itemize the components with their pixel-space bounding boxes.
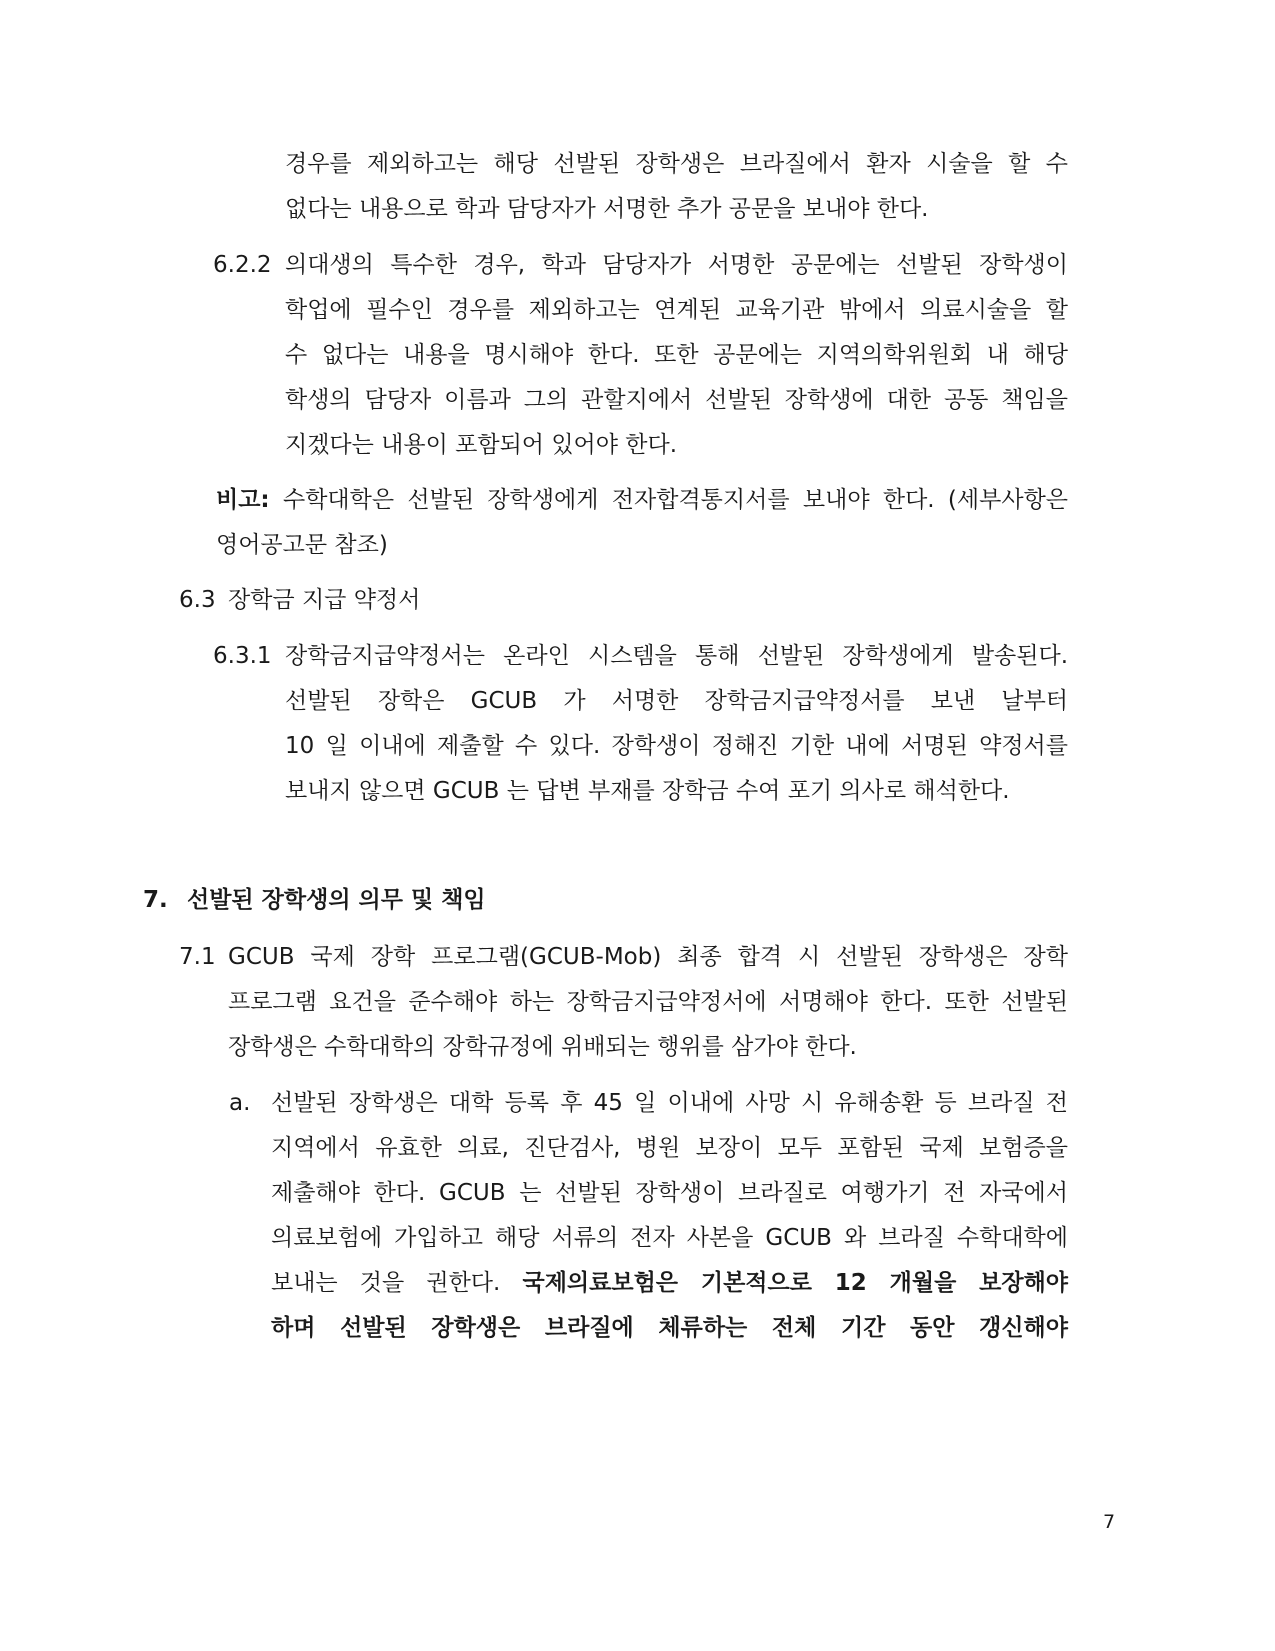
item-6-3-1-line-4: 보내지 않으면 GCUB 는 답변 부재를 장학금 수여 포기 의사로 해석한다.: [285, 778, 1010, 804]
item-number-6-3-1: 6.3.1: [213, 643, 272, 669]
item-letter-a: a.: [229, 1090, 251, 1116]
section-number-6-3: 6.3: [179, 587, 216, 613]
item-6-3-1-line-2: 선발된 장학은 GCUB 가 서명한 장학금지급약정서를 보낸 날부터: [285, 688, 1068, 714]
item-7-1-line-1: GCUB 국제 장학 프로그램(GCUB-Mob) 최종 합격 시 선발된 장학생은 장학: [228, 944, 1068, 970]
item-a-line-5: [271, 1267, 1068, 1299]
item-a-line-6: [271, 1312, 1068, 1344]
item-number-6-2-2: 6.2.2: [213, 252, 272, 278]
section-title-6-3: 장학금 지급 약정서: [228, 587, 421, 613]
item-a-line-3: 제출해야 한다. GCUB 는 선발된 장학생이 브라질로 여행가기 전 자국에서: [271, 1180, 1068, 1206]
item-6-2-2-line-3: 수 없다는 내용을 명시해야 한다. 또한 공문에는 지역의학위원회 내 해당: [285, 342, 1068, 368]
item-7-1-line-3: 장학생은 수학대학의 장학규정에 위배되는 행위를 삼가야 한다.: [228, 1034, 857, 1060]
item-6-2-2-line-2: 학업에 필수인 경우를 제외하고는 연계된 교육기관 밖에서 의료시술을 할: [285, 297, 1068, 323]
para-prev-line-1: 경우를 제외하고는 해당 선발된 장학생은 브라질에서 환자 시술을 할 수: [285, 151, 1068, 177]
item-a-line-5-plain: 보내는 것을 권한다.: [271, 1270, 501, 1296]
item-6-2-2-line-4: 학생의 담당자 이름과 그의 관할지에서 선발된 장학생에 대한 공동 책임을: [285, 387, 1068, 413]
item-a-line-5-bold: 국제의료보험은 기본적으로 12 개월을 보장해야: [522, 1270, 1068, 1296]
item-6-2-2-line-1: 의대생의 특수한 경우, 학과 담당자가 서명한 공문에는 선발된 장학생이: [285, 252, 1068, 278]
item-a-line-2: 지역에서 유효한 의료, 진단검사, 병원 보장이 모두 포함된 국제 보험증을: [271, 1135, 1068, 1161]
note-line-1: [216, 484, 1068, 516]
item-6-2-2-line-5: 지겠다는 내용이 포함되어 있어야 한다.: [285, 432, 678, 458]
item-a-line-4: 의료보험에 가입하고 해당 서류의 전자 사본을 GCUB 와 브라질 수학대학에: [271, 1225, 1068, 1251]
note-label: 비고:: [216, 487, 270, 513]
para-prev-line-2: 없다는 내용으로 학과 담당자가 서명한 추가 공문을 보내야 한다.: [285, 196, 929, 222]
item-6-3-1-line-3: 10 일 이내에 제출할 수 있다. 장학생이 정해진 기한 내에 서명된 약정서를: [285, 733, 1068, 759]
section-number-7: 7.: [143, 887, 168, 913]
note-text: 수학대학은 선발된 장학생에게 전자합격통지서를 보내야 한다. (세부사항은: [282, 487, 1068, 513]
item-7-1-line-2: 프로그램 요건을 준수해야 하는 장학금지급약정서에 서명해야 한다. 또한 선발된: [228, 989, 1068, 1015]
page-number: 7: [1103, 1511, 1116, 1533]
item-a-line-1: 선발된 장학생은 대학 등록 후 45 일 이내에 사망 시 유해송환 등 브라질 전: [271, 1090, 1068, 1116]
section-title-7: 선발된 장학생의 의무 및 책임: [187, 887, 486, 913]
item-number-7-1: 7.1: [179, 944, 216, 970]
note-line-2: 영어공고문 참조): [216, 532, 388, 558]
item-a-line-6-bold: 하며 선발된 장학생은 브라질에 체류하는 전체 기간 동안 갱신해야: [271, 1315, 1068, 1341]
item-6-3-1-line-1: 장학금지급약정서는 온라인 시스템을 통해 선발된 장학생에게 발송된다.: [285, 643, 1068, 669]
